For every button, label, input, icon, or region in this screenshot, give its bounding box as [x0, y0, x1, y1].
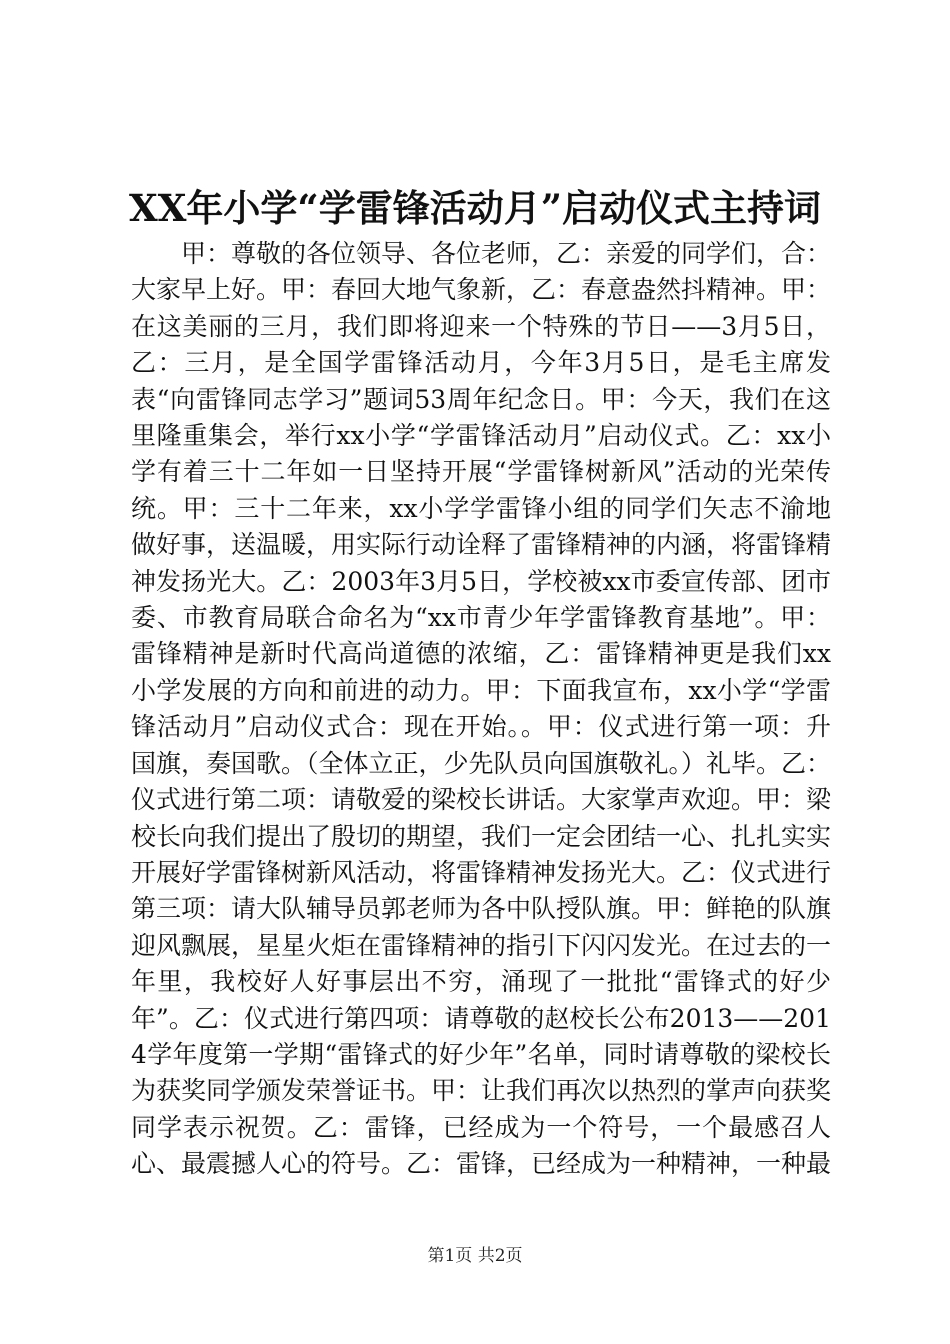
- document-title: XX年小学“学雷锋活动月”启动仪式主持词: [129, 186, 821, 230]
- page-number: 第1页 共2页: [427, 1246, 523, 1266]
- document-body: 甲：尊敬的各位领导、各位老师，乙：亲爱的同学们，合：大家早上好。甲：春回大地气象新，乙：春意盎然抖精神。甲：在这美丽的三月，我们即将迎来一个特殊的节日——3月5日，乙：三月，是全国学雷锋活动月，今年3月5日，是毛主席发表“向雷锋同志学习”题词53周年纪念日。甲：今天，我们在这里隆重集会，举行xx小学“学雷锋活动月”启动仪式。乙：xx小学有着三十二年如一日坚持开展“学雷锋树新风”活动的光荣传统。甲：三十二年来，xx小学学雷锋小组的同学们矢志不渝地做好事，送温暖，用实际行动诠释了雷锋精神的内涵，将雷锋精神发扬光大。乙：2003年3月5日，学校被xx市委宣传部、团市委、市教育局联合命名为“xx市青少年学雷锋教育基地”。甲：雷锋精神是新时代高尚道德的浓缩，乙：雷锋精神更是我们xx小学发展的方向和前进的动力。甲：下面我宣布，xx小学“学雷锋活动月”启动仪式合：现在开始。。甲：仪式进行第一项：升国旗，奏国歌。（全体立正，少先队员向国旗敬礼。）礼毕。乙：仪式进行第二项：请敬爱的梁校长讲话。大家掌声欢迎。甲：梁校长向我们提出了殷切的期望，我们一定会团结一心、扎扎实实开展好学雷锋树新风活动，将雷锋精神发扬光大。乙：仪式进行第三项：请大队辅导员郭老师为各中队授队旗。甲：鲜艳的队旗迎风飘展，星星火炬在雷锋精神的指引下闪闪发光。在过去的一年里，我校好人好事层出不穷，涌现了一批批“雷锋式的好少年”。乙：仪式进行第四项：请尊敬的赵校长公布2013——2014学年度第一学期“雷锋式的好少年”名单，同时请尊敬的梁校长为获奖同学颁发荣誉证书。甲：让我们再次以热烈的掌声向获奖同学表示祝贺。乙：雷锋，已经成为一个符号，一个最感召人心、最震撼人心的符号。乙：雷锋，已经成为一种精神，一种最: [131, 239, 831, 1179]
